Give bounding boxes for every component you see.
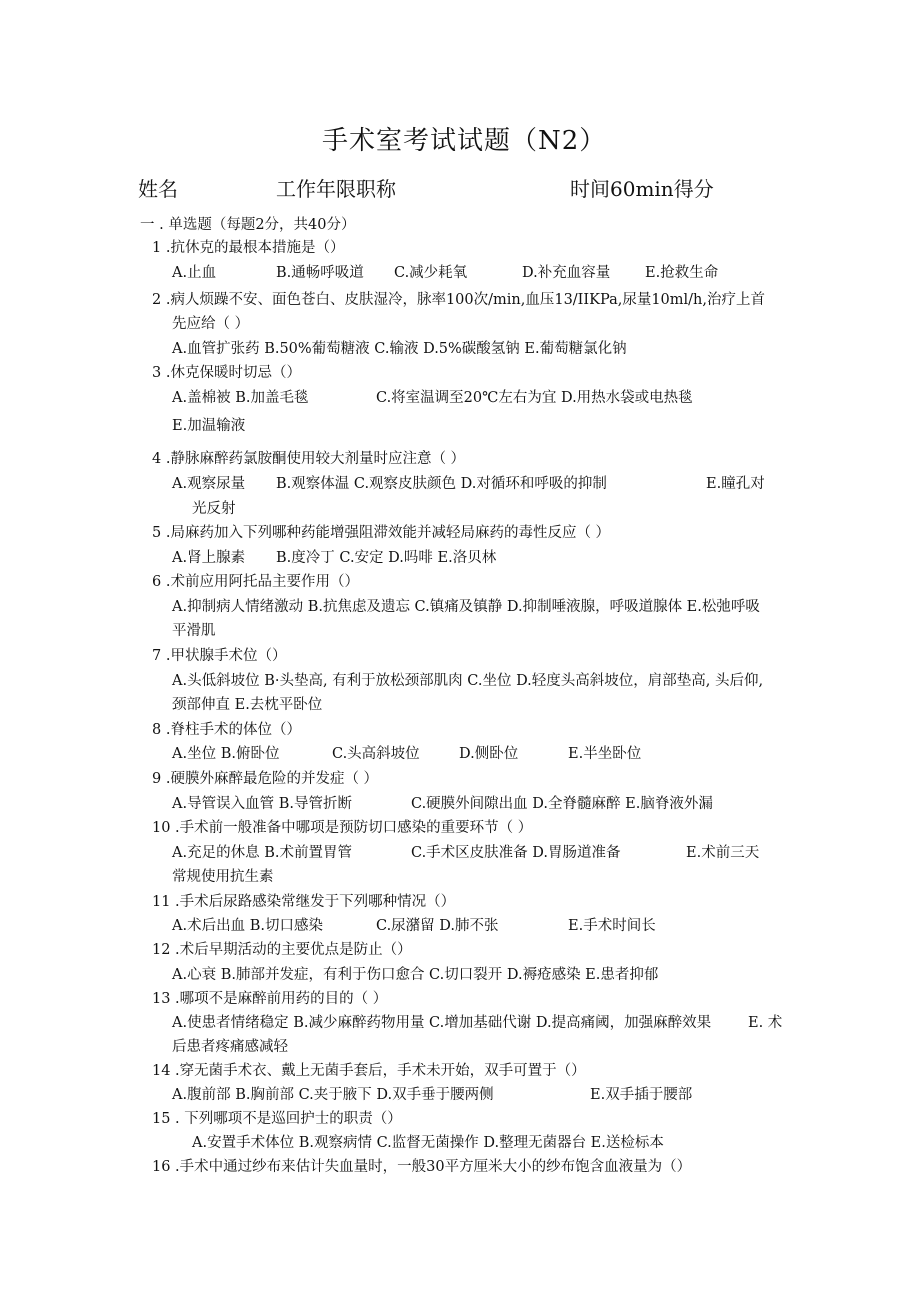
q13-option-e-cont: 后患者疼痛感减轻 <box>172 1039 288 1055</box>
q10-options-cd: C.手术区皮肤准备 D.胃肠道准备 <box>411 845 621 861</box>
q4-options-bcd: B.观察体温 C.观察皮肤颜色 D.对循环和呼吸的抑制 <box>276 476 607 492</box>
q13-options: A.使患者情绪稳定 B.减少麻醉药物用量 C.增加基础代谢 D.提高痛阈，加强麻醉效果 <box>172 1015 712 1031</box>
question-16: 16 .手术中通过纱布来估计失血量时，一般30平方厘米大小的纱布饱含血液量为（） <box>152 1159 692 1175</box>
q6-options-cont: 平滑肌 <box>172 623 216 639</box>
header-years-title-label: 工作年限职称 <box>276 177 396 201</box>
header-name-label: 姓名 <box>138 177 178 201</box>
q11-options-cd: C.尿潴留 D.肺不张 <box>376 918 499 934</box>
q1-option-b: B.通畅呼吸道 <box>276 265 364 281</box>
q2-options: A.血管扩张药 B.50%葡萄糖液 C.输液 D.5%碳酸氢钠 E.葡萄糖氯化钠 <box>172 341 627 357</box>
q14-option-e: E.双手插于腰部 <box>590 1087 693 1103</box>
question-14: 14 .穿无菌手术衣、戴上无菌手套后，手术未开始，双手可置于（） <box>152 1063 586 1079</box>
question-13: 13 .哪项不是麻醉前用药的目的（ ） <box>152 991 388 1007</box>
q14-options-abcd: A.腹前部 B.胸前部 C.夹于腋下 D.双手垂于腰两侧 <box>172 1087 494 1103</box>
q3-option-e: E.加温输液 <box>172 418 246 434</box>
question-10: 10 .手术前一般准备中哪项是预防切口感染的重要环节（ ） <box>152 820 533 836</box>
q11-option-e: E.手术时间长 <box>568 918 656 934</box>
q1-option-e: E.抢救生命 <box>645 265 719 281</box>
q3-options-ab: A.盖棉被 B.加盖毛毯 <box>172 390 309 406</box>
q7-options-cont: 颈部伸直 E.去枕平卧位 <box>172 697 323 713</box>
q9-options-ab: A.导管误入血管 B.导管折断 <box>172 796 352 812</box>
question-6: 6 .术前应用阿托品主要作用（） <box>152 574 359 590</box>
question-4: 4 .静脉麻醉药氯胺酮使用较大剂量时应注意（ ） <box>152 451 466 467</box>
question-8: 8 .脊柱手术的体位（） <box>152 722 301 738</box>
q8-option-e: E.半坐卧位 <box>568 746 642 762</box>
q7-options: A.头低斜坡位 B·头垫高, 有利于放松颈部肌肉 C.坐位 D.轻度头高斜坡位，肩部垫高, 头后仰, <box>172 673 764 689</box>
q12-options: A.心衰 B.肺部并发症，有利于伤口愈合 C.切口裂开 D.褥疮感染 E.患者抑郁 <box>172 967 659 983</box>
q11-options-ab: A.术后出血 B.切口感染 <box>172 918 323 934</box>
question-12: 12 .术后早期活动的主要优点是防止（） <box>152 942 412 958</box>
section-heading: 一 . 单选题（每题2分，共40分） <box>140 217 356 233</box>
page-title: 手术室考试试题（N2） <box>322 126 607 156</box>
q3-options-cd: C.将室温调至20℃左右为宜 D.用热水袋或电热毯 <box>376 390 693 406</box>
q1-option-d: D.补充血容量 <box>522 265 611 281</box>
question-11: 11 .手术后尿路感染常继发于下列哪种情况（） <box>152 894 456 910</box>
question-2-line2: 先应给（ ） <box>172 316 250 332</box>
q13-option-e: E. 术 <box>748 1015 783 1031</box>
question-1: 1 .抗休克的最根本措施是（） <box>152 240 345 256</box>
question-5: 5 .局麻药加入下列哪种药能增强阻滞效能并减轻局麻药的毒性反应（ ） <box>152 525 611 541</box>
q10-option-e-cont: 常规使用抗生素 <box>172 869 274 885</box>
question-9: 9 .硬膜外麻醉最危险的并发症（ ） <box>152 771 379 787</box>
q1-option-a: A.止血 <box>172 265 217 281</box>
q10-options-ab: A.充足的休息 B.术前置胃管 <box>172 845 352 861</box>
q1-option-c: C.减少耗氧 <box>394 265 468 281</box>
q8-options-ab: A.坐位 B.俯卧位 <box>172 746 280 762</box>
question-3: 3 .休克保暖时切忌（） <box>152 365 301 381</box>
q4-option-e-cont: 光反射 <box>192 501 236 517</box>
question-7: 7 .甲状腺手术位（） <box>152 648 287 664</box>
header-time-score-label: 时间60min得分 <box>570 177 714 201</box>
q9-options-cde: C.硬膜外间隙出血 D.全脊髓麻醉 E.脑脊液外漏 <box>411 796 713 812</box>
q10-option-e: E.术前三天 <box>686 845 760 861</box>
question-15: 15 . 下列哪项不是巡回护士的职责（） <box>152 1111 402 1127</box>
q6-options: A.抑制病人情绪激动 B.抗焦虑及遗忘 C.镇痛及镇静 D.抑制唾液腺，呼吸道腺体 E.松弛呼吸 <box>172 599 760 615</box>
q5-options-bcde: B.度冷丁 C.安定 D.吗啡 E.洛贝林 <box>276 550 497 566</box>
q4-option-a: A.观察尿量 <box>172 476 246 492</box>
q8-option-d: D.侧卧位 <box>459 746 519 762</box>
q15-options: A.安置手术体位 B.观察病情 C.监督无菌操作 D.整理无菌器台 E.送检标本 <box>192 1135 664 1151</box>
q8-option-c: C.头高斜坡位 <box>332 746 420 762</box>
q5-option-a: A.肾上腺素 <box>172 550 246 566</box>
question-2: 2 .病人烦躁不安、面色苍白、皮肤湿冷，脉率100次/min,血压13/IIKPa,尿量10ml/h,治疗上首 <box>152 292 765 308</box>
q4-option-e: E.瞳孔对 <box>706 476 765 492</box>
